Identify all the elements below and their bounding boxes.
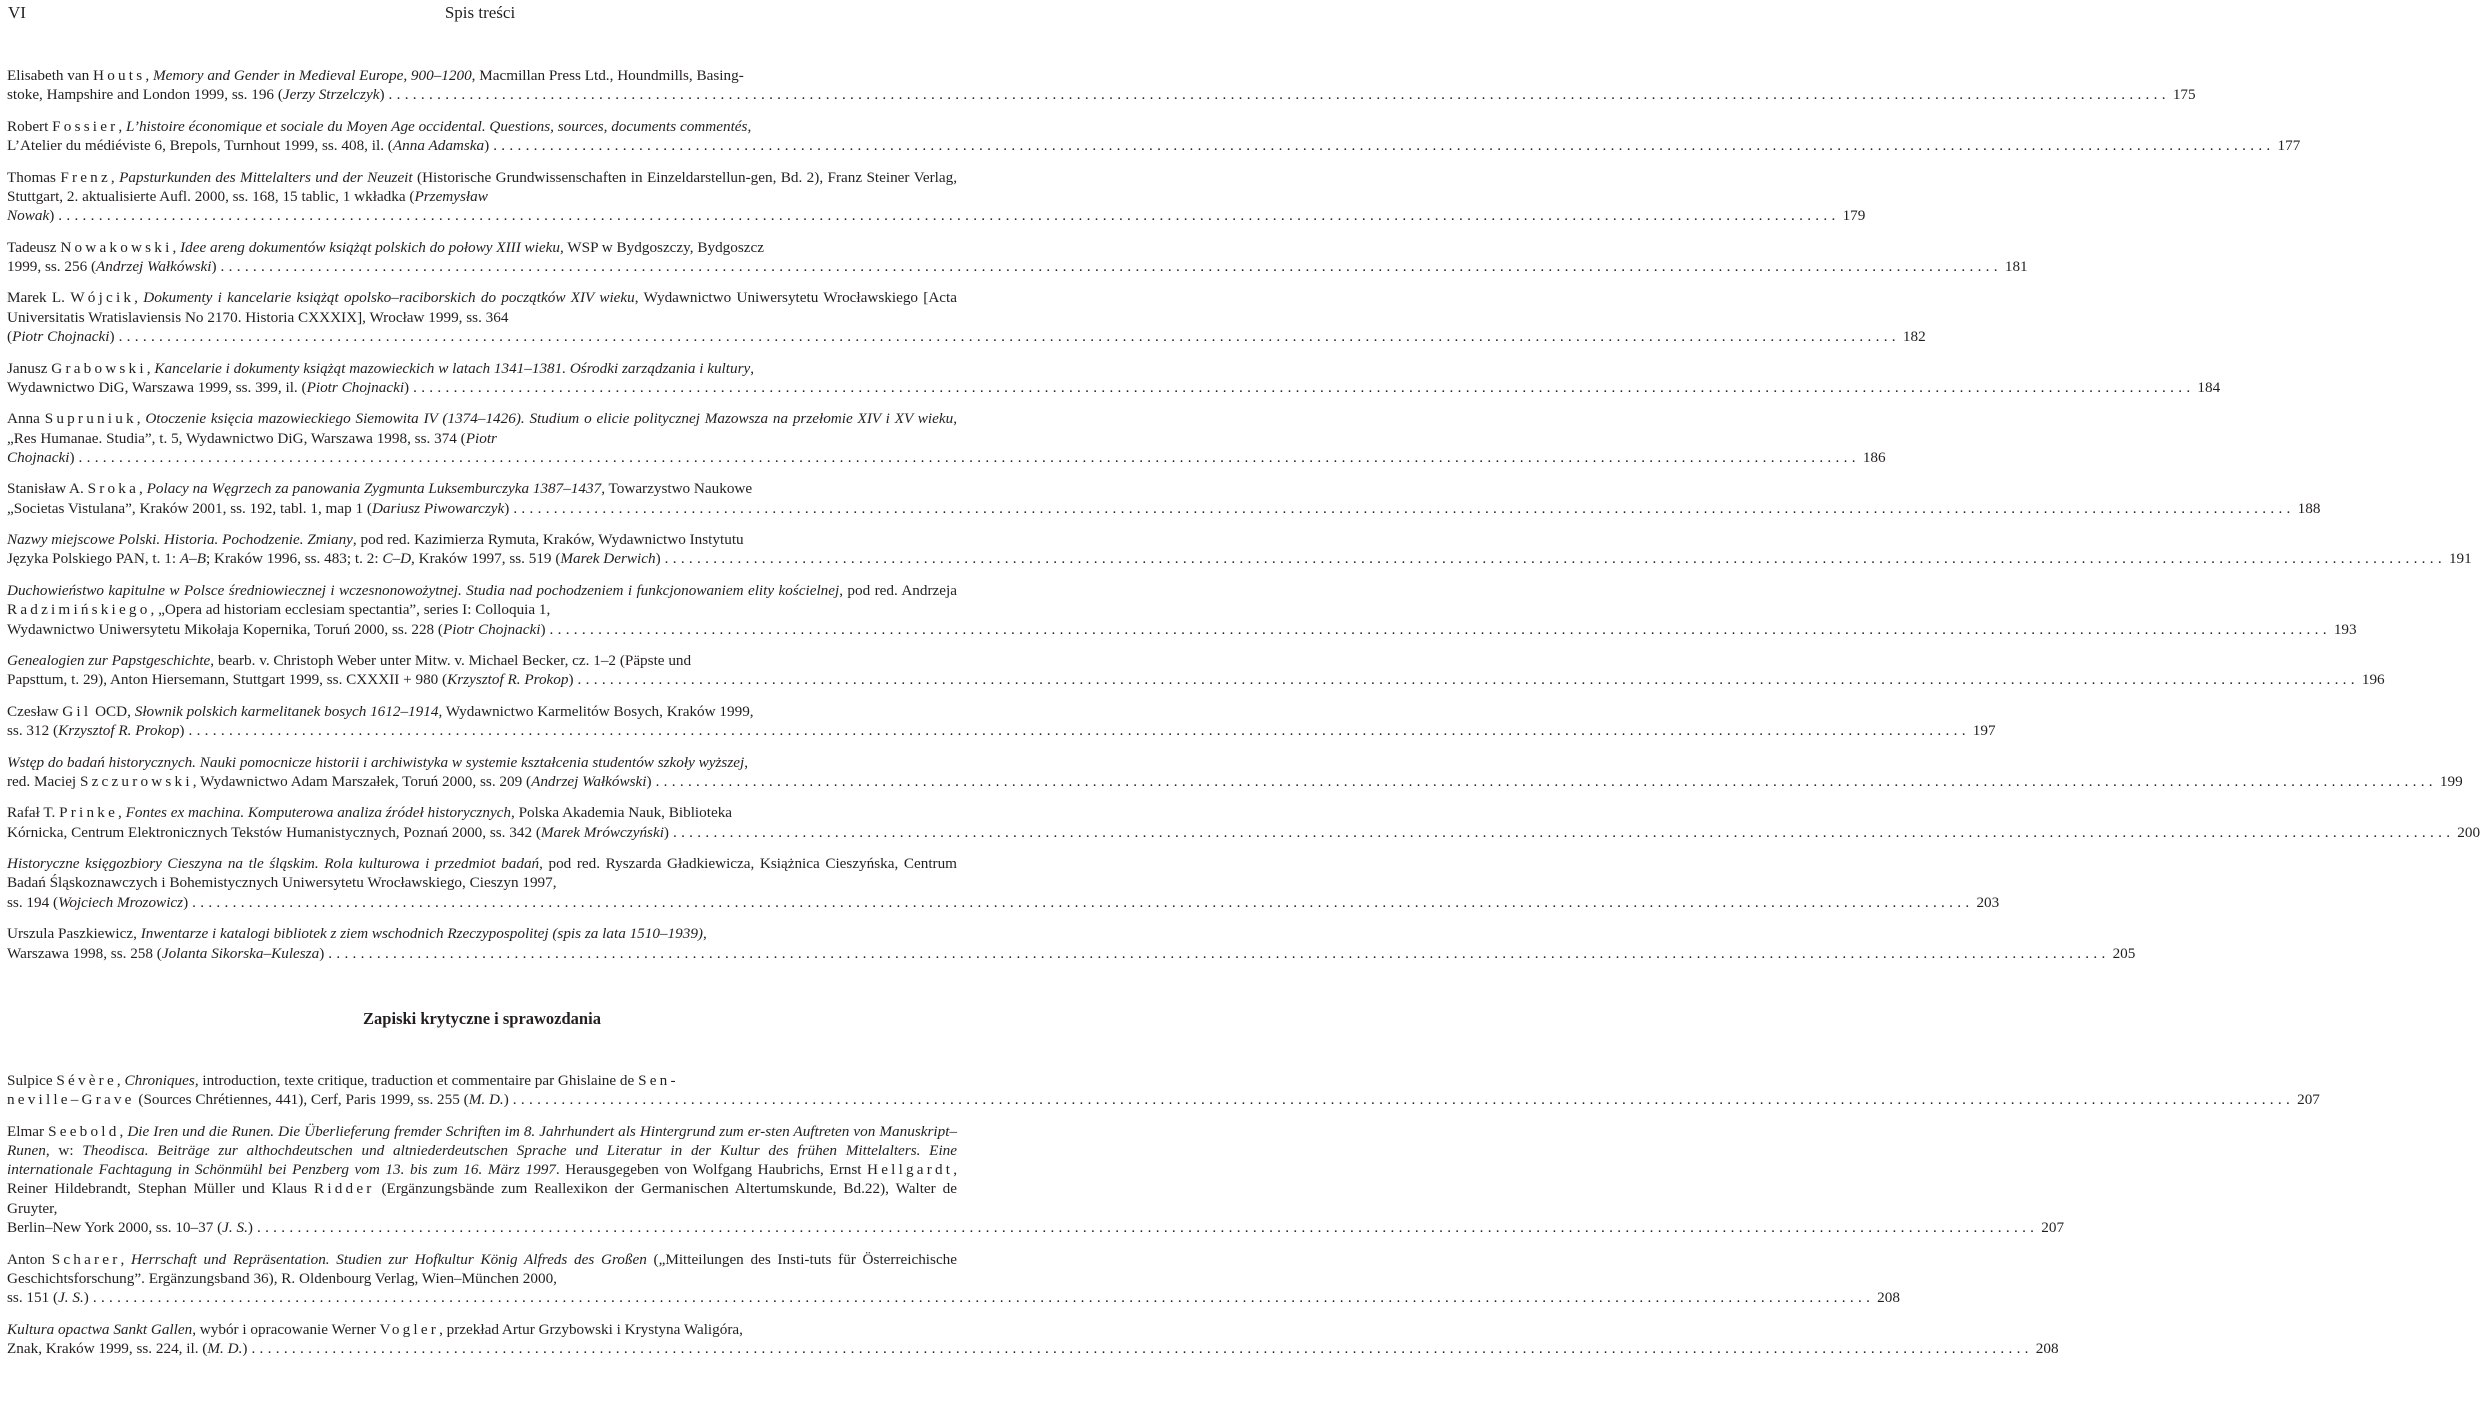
page-number-ref: 207 <box>2297 1091 2320 1109</box>
author-surname: Prinke <box>59 804 119 822</box>
entry-last-text <box>7 257 217 276</box>
title-text: Inwentarze i katalogi bibliotek z ziem wschodnich Rzeczypospolitej (spis za lata 1510–1939) <box>140 925 703 943</box>
entry-last-text <box>7 823 669 842</box>
title-text: Memory and Gender in Medieval Europe, 900–1200 <box>152 67 472 84</box>
entry-text: , Wydawnictwo Karmelitów Bosych, Kraków 1999, <box>438 702 754 720</box>
entry-last-line <box>7 448 1886 467</box>
entry-text: ) <box>242 1339 248 1357</box>
toc-entry <box>7 1320 2059 1359</box>
entry-text: , Kraków 1997, ss. 519 ( <box>411 550 561 568</box>
entry-text: Berlin–New York 2000, ss. 10–37 ( <box>7 1219 223 1237</box>
title-text: M. D. <box>468 1091 504 1109</box>
page-number-ref: 208 <box>2035 1339 2059 1357</box>
entry-body <box>7 651 957 670</box>
toc-entry <box>7 530 2472 569</box>
page-number-ref: 179 <box>1842 207 1866 225</box>
toc-entry <box>7 581 2357 639</box>
toc-entry <box>7 1071 2320 1110</box>
entry-body <box>7 238 957 257</box>
toc-entry <box>7 924 2136 963</box>
dot-leader: ............................................................................................................................................................................................................................ <box>413 378 2195 396</box>
entry-last-text <box>7 721 184 740</box>
title-text: Genealogien zur Papstgeschichte <box>7 652 211 669</box>
title-text: Słownik polskich karmelitanek bosych 1612–1914 <box>134 702 439 720</box>
entry-body <box>7 803 957 822</box>
page-number-ref: 191 <box>2448 550 2472 568</box>
title-text: Piotr <box>465 429 497 447</box>
title-text: Herrschaft und Repräsentation. Studien zur Hofkultur König Alfreds des Großen <box>130 1250 647 1268</box>
entry-text: Thomas <box>7 168 61 186</box>
title-text: Wstęp do badań historycznych. Nauki pomocnicze historii i archiwistyka w systemie kształcenia studentów szkoły wyższej <box>7 753 745 771</box>
title-text: Idee areng dokumentów książąt polskich do połowy XIII wieku <box>180 238 560 256</box>
dot-leader: ............................................................................................................................................................................................................................ <box>328 944 2110 962</box>
author-surname: Wójcik <box>70 289 135 307</box>
entry-last-text <box>7 136 489 155</box>
entry-text: Warszawa 1998, ss. 258 ( <box>7 944 162 962</box>
page-number-ref: 200 <box>2457 823 2480 841</box>
entry-text: Papsttum, t. 29), Anton Hiersemann, Stuttgart 1999, ss. CXXXII + 980 ( <box>7 671 448 689</box>
entry-text: Anna <box>7 410 45 428</box>
title-text: Nowak <box>7 207 50 225</box>
entry-text: , <box>134 289 144 307</box>
entry-text: ) <box>503 1091 509 1109</box>
entry-text: Stanisław A. <box>7 480 88 498</box>
entry-text: , <box>145 67 153 84</box>
entry-text: ) <box>247 1219 253 1237</box>
title-text: Die Iren und die Runen. Die Überlieferung fremder Schriften im 8. Jahrhundert als Hintergrund zum er-sten Auftreten von Manuskript–Runen <box>7 1122 958 1159</box>
entry-text: „Societas Vistulana”, Kraków 2001, ss. 192, tabl. 1, map 1 ( <box>7 499 372 517</box>
dot-leader: ............................................................................................................................................................................................................................ <box>58 207 1840 225</box>
entry-text: , <box>750 359 755 377</box>
entry-last-line <box>7 549 2472 568</box>
entry-text: ) <box>379 86 385 104</box>
entry-text: , pod red. Andrzeja <box>839 581 957 599</box>
entry-text: Tadeusz <box>7 238 61 256</box>
entry-text: Sulpice <box>7 1071 57 1089</box>
title-text: Krzysztof R. Prokop <box>447 671 569 689</box>
entry-text: Wydawnictwo DiG, Warszawa 1999, ss. 399, il. ( <box>7 378 307 396</box>
entry-last-line <box>7 327 1926 346</box>
entry-text: , <box>116 1071 125 1089</box>
entry-text: (Historische Grundwissenschaften in Einzeldarstellun-gen, Bd. 2), Franz Steiner Verlag, Stuttgart, 2. aktualisierte Aufl. 2000, ss. 168, 15 tablic, 1 wkładka ( <box>7 168 958 205</box>
title-text: Wojciech Mrozowicz <box>58 893 184 911</box>
author-surname: Houts <box>93 67 146 84</box>
entry-text: , <box>119 1122 128 1140</box>
title-text: Duchowieństwo kapitulne w Polsce średniowiecznej i wczesnonowożytnej. Studia nad pochodzeniem i funkcjonowaniem elity kościelnej <box>7 581 840 599</box>
title-text: Historyczne księgozbiory Cieszyna na tle śląskim. Rola kulturowa i przedmiot badań <box>7 855 540 873</box>
entry-text: ) <box>663 823 669 841</box>
entry-text: ) <box>179 722 185 740</box>
toc-entry <box>7 238 2028 277</box>
entry-last-text <box>7 378 409 397</box>
toc-entry <box>7 803 2480 842</box>
title-text: Marek Derwich <box>560 550 656 568</box>
entry-body <box>7 66 957 85</box>
title-text: J. S. <box>222 1219 248 1237</box>
entry-text: ) <box>183 893 189 911</box>
entry-last-line <box>7 1288 1900 1307</box>
title-text: Chojnacki <box>7 448 70 466</box>
page-number-ref: 188 <box>2297 499 2321 517</box>
entry-text: Rafał T. <box>7 804 60 822</box>
title-text: Fontes ex machina. Komputerowa analiza źródeł historycznych <box>125 804 512 822</box>
entry-text: ss. 151 ( <box>7 1289 59 1307</box>
toc-entry <box>7 288 1926 346</box>
entry-text: , <box>172 238 181 256</box>
toc-entry <box>7 1122 2065 1238</box>
page-number-ref: 186 <box>1862 448 1886 466</box>
entry-text: , <box>703 925 707 943</box>
title-text: Marek Mrówczyński <box>540 823 664 841</box>
entry-last-text <box>7 620 546 639</box>
entry-text: , Towarzystwo Naukowe <box>601 480 753 498</box>
dot-leader: ............................................................................................................................................................................................................................ <box>78 448 1860 466</box>
entry-text: , bearb. v. Christoph Weber unter Mitw. v. Michael Becker, cz. 1–2 (Päpste und <box>210 652 692 669</box>
dot-leader: ............................................................................................................................................................................................................................ <box>512 1091 2295 1109</box>
title-text: A–B <box>179 550 206 568</box>
dot-leader: ............................................................................................................................................................................................................................ <box>220 257 2002 275</box>
dot-leader: ............................................................................................................................................................................................................................ <box>256 1219 2039 1237</box>
entry-text: , <box>136 410 146 428</box>
author-surname: Ridder <box>314 1180 375 1198</box>
entry-text: , <box>146 359 155 377</box>
toc-entry <box>7 66 2196 105</box>
title-text: Przemysław <box>414 187 488 205</box>
entry-body <box>7 854 957 893</box>
entry-text: Kórnicka, Centrum Elektronicznych Tekstów Humanistycznych, Poznań 2000, ss. 342 ( <box>7 823 541 841</box>
entry-text: ) <box>49 207 55 225</box>
entry-last-text <box>7 327 115 346</box>
page-number-ref: 182 <box>1902 328 1926 346</box>
entry-text: stoke, Hampshire and London 1999, ss. 196 ( <box>7 86 283 104</box>
title-text: C–D <box>382 550 412 568</box>
entry-body <box>7 702 957 721</box>
entry-body <box>7 1320 957 1339</box>
section-title: Zapiski krytyczne i sprawozdania <box>363 1008 601 1028</box>
entry-body <box>7 924 957 943</box>
page-number-ref: 205 <box>2112 944 2136 962</box>
author-surname: Frenz <box>60 168 111 186</box>
author-surname: Gil <box>62 702 92 720</box>
entry-body <box>7 117 957 136</box>
dot-leader: ............................................................................................................................................................................................................................ <box>92 1289 1875 1307</box>
page-number-ref: 208 <box>1877 1289 1900 1307</box>
entry-text: Elmar <box>7 1122 49 1140</box>
entry-text: red. Maciej <box>7 772 80 790</box>
toc-entry <box>7 702 1996 741</box>
entry-text: Języka Polskiego PAN, t. 1: <box>7 550 180 568</box>
toc-entry <box>7 168 1866 226</box>
author-surname: Seebold <box>48 1122 120 1140</box>
author-surname: Supruniuk <box>44 410 137 428</box>
entry-text: ) <box>69 448 75 466</box>
toc-entry <box>7 651 2385 690</box>
page-number-ref: 181 <box>2004 257 2028 275</box>
running-title: Spis treści <box>444 3 516 22</box>
author-surname: Sévère <box>56 1071 117 1089</box>
entry-text: (Ergänzungsbände zum Reallexikon der Germanischen Altertumskunde, Bd.22), Walter de Gruyter, <box>7 1180 957 1217</box>
entry-text: ) <box>109 328 115 346</box>
entry-text: , Macmillan Press Ltd., Houndmills, Basing- <box>471 67 744 84</box>
dot-leader: ............................................................................................................................................................................................................................ <box>388 86 2170 104</box>
entry-text: (Sources Chrétiennes, 441), Cerf, Paris 1999, ss. 255 ( <box>134 1091 469 1109</box>
entry-text: Znak, Kraków 1999, ss. 224, il. ( <box>7 1339 208 1357</box>
author-surname: Sen- <box>638 1071 679 1089</box>
entry-text: , <box>120 1250 131 1268</box>
entry-text: ss. 312 ( <box>7 722 59 740</box>
page-number-ref: 196 <box>2361 671 2385 689</box>
table-of-contents <box>7 66 2480 1370</box>
entry-last-line <box>7 378 2221 397</box>
entry-text: , pod red. Kazimierza Rymuta, Kraków, Wydawnictwo Instytutu <box>352 531 744 549</box>
entry-last-text <box>7 499 509 518</box>
entry-text: Wydawnictwo Uniwersytetu Mikołaja Kopernika, Toruń 2000, ss. 228 ( <box>7 620 443 638</box>
title-text: Kancelarie i dokumenty książąt mazowieckich w latach 1341–1381. Ośrodki zarządzania i kultury <box>154 359 751 377</box>
entry-last-line <box>7 136 2301 155</box>
author-surname: Fossier <box>52 117 119 135</box>
title-text: Otoczenie księcia mazowieckiego Siemowita IV (1374–1426). Studium o elicie politycznej Mazowsza na przełomie XIV i XV wieku <box>145 410 954 428</box>
entry-text: Robert <box>7 117 53 135</box>
dot-leader: ............................................................................................................................................................................................................................ <box>513 499 2295 517</box>
entry-last-line <box>7 721 1996 740</box>
entry-last-text <box>7 893 188 912</box>
page-number-ref: 175 <box>2172 86 2196 104</box>
entry-body <box>7 1250 957 1289</box>
title-text: Polacy na Węgrzech za panowania Zygmunta Luksemburczyka 1387–1437 <box>146 480 602 498</box>
title-text: Kultura opactwa Sankt Gallen <box>7 1320 193 1338</box>
entry-last-text <box>7 85 385 104</box>
title-text: Anna Adamska <box>392 137 485 155</box>
entry-text: , pod red. Ryszarda Gładkiewicza, Książnica Cieszyńska, Centrum Badań Śląskoznawczych i Bohemistycznych Uniwersytetu Wrocławskiego, Cieszyn 1997, <box>7 855 957 892</box>
entry-last-line <box>7 620 2357 639</box>
page-number-ref: 199 <box>2439 772 2463 790</box>
entry-text: ) <box>211 257 217 275</box>
entry-text: , <box>744 753 748 771</box>
entry-text: ) <box>540 620 546 638</box>
entry-text: , Reiner Hildebrandt, Stephan Müller und Klaus <box>7 1161 957 1198</box>
entry-text: ) <box>646 772 652 790</box>
title-text: Jolanta Sikorska–Kulesza <box>161 944 320 962</box>
dot-leader: ............................................................................................................................................................................................................................ <box>188 722 1970 740</box>
title-text: J. S. <box>58 1289 84 1307</box>
entry-body <box>7 530 957 549</box>
entry-text: ) <box>504 499 510 517</box>
entry-text: Anton <box>7 1250 52 1268</box>
entry-text: . Herausgegeben von Wolfgang Haubrichs, Ernst <box>555 1161 868 1179</box>
entry-text: , „Opera ad historiam ecclesiam spectantia”, series I: Colloquia 1, <box>150 601 551 619</box>
entry-body <box>7 753 957 772</box>
title-text: Dokumenty i kancelarie książąt opolsko–raciborskich do początków XIV wieku <box>143 289 635 307</box>
entry-body <box>7 581 957 620</box>
entry-body <box>7 168 957 207</box>
toc-entry <box>7 117 2301 156</box>
entry-text: Elisabeth van <box>7 67 94 84</box>
entry-text: , przekład Artur Grzybowski i Krystyna Waligóra, <box>439 1320 743 1338</box>
entry-body <box>7 359 957 378</box>
title-text: Krzysztof R. Prokop <box>58 722 180 740</box>
author-surname: Scharer <box>51 1250 121 1268</box>
page-number-ref: 203 <box>1976 893 2000 911</box>
entry-text: Urszula Paszkiewicz, <box>7 925 141 943</box>
page-number-ref: 184 <box>2197 378 2221 396</box>
entry-last-line <box>7 257 2028 276</box>
toc-entry <box>7 359 2221 398</box>
title-text: Andrzej Wałkówski <box>96 257 212 275</box>
toc-list-reviews <box>7 66 2480 963</box>
entry-text: , <box>747 117 752 135</box>
entry-text: ss. 194 ( <box>7 893 59 911</box>
entry-text: ) <box>404 378 410 396</box>
entry-last-line <box>7 1090 2320 1109</box>
entry-text: ; Kraków 1996, ss. 483; t. 2: <box>206 550 383 568</box>
title-text: Andrzej Wałkówski <box>531 772 647 790</box>
title-text: M. D. <box>207 1339 243 1357</box>
title-text: Piotr Chojnacki <box>443 620 541 638</box>
toc-entry <box>7 854 2000 912</box>
entry-body <box>7 409 957 448</box>
entry-last-text <box>7 1339 247 1358</box>
entry-text: , Polska Akademia Nauk, Biblioteka <box>511 804 733 822</box>
entry-text: , <box>139 480 147 498</box>
entry-last-text <box>7 1218 253 1237</box>
title-text: Nazwy miejscowe Polski. Historia. Pochodzenie. Zmiany <box>7 531 353 549</box>
dot-leader: ............................................................................................................................................................................................................................ <box>118 328 1900 346</box>
entry-last-text <box>7 448 75 467</box>
page-number-ref: 177 <box>2277 137 2301 155</box>
entry-body <box>7 288 957 327</box>
entry-text: ) <box>568 671 574 689</box>
entry-last-text <box>7 944 324 963</box>
entry-text: Marek L. <box>7 289 71 307</box>
entry-text: 1999, ss. 256 ( <box>7 257 97 275</box>
entry-last-line <box>7 85 2196 104</box>
toc-entry <box>7 479 2321 518</box>
entry-last-text <box>7 206 54 225</box>
dot-leader: ............................................................................................................................................................................................................................ <box>577 671 2359 689</box>
running-header <box>0 0 960 30</box>
entry-text: , w: <box>45 1141 83 1159</box>
entry-text: Janusz <box>7 359 52 377</box>
entry-last-line <box>7 823 2480 842</box>
dot-leader: ............................................................................................................................................................................................................................ <box>672 823 2455 841</box>
entry-text: , <box>110 168 120 186</box>
entry-last-text <box>7 1288 89 1307</box>
entry-text: , „Res Humanae. Studia”, t. 5, Wydawnictwo DiG, Warszawa 1998, ss. 374 ( <box>7 410 958 447</box>
entry-text: ) <box>83 1289 89 1307</box>
toc-entry <box>7 409 1886 467</box>
entry-text: , Wydawnictwo Uniwersytetu Wrocławskiego [Acta Universitatis Wratislaviensis No 2170. Historia CXXXIX], Wrocław 1999, ss. 364 <box>7 289 958 326</box>
entry-text: , <box>118 804 126 822</box>
author-surname: Vogler <box>379 1320 440 1338</box>
entry-last-line <box>7 944 2136 963</box>
dot-leader: ............................................................................................................................................................................................................................ <box>251 1339 2033 1357</box>
dot-leader: ............................................................................................................................................................................................................................ <box>549 620 2331 638</box>
title-text: Piotr Chojnacki <box>306 378 405 396</box>
title-text: Piotr Chojnacki <box>12 328 110 346</box>
entry-text: („Mitteilungen des Insti-tuts für Österreichische Geschichtsforschung”. Ergänzungsband 36), R. Oldenbourg Verlag, Wien–München 2000, <box>7 1250 958 1287</box>
entry-text: , wybór i opracowanie Werner <box>192 1320 380 1338</box>
author-surname: Hellgardt <box>867 1161 954 1179</box>
entry-body <box>7 1071 957 1090</box>
title-text: Theodisca. Beiträge zur althochdeutschen und altniederdeutschen Sprache und Literatur in der Kultur des frühen Mittelalters. Eine internationale Fachtagung in Schönmühl bei Penzberg vom 13. bis zum 16. März 1997 <box>7 1141 957 1179</box>
title-text: Dariusz Piwowarczyk <box>371 499 505 517</box>
author-surname: Radzimińskiego <box>7 601 151 619</box>
entry-last-text <box>7 549 661 568</box>
toc-entry <box>7 753 2463 792</box>
entry-text: , WSP w Bydgoszczy, Bydgoszcz <box>559 238 765 256</box>
entry-last-line <box>7 206 1866 225</box>
title-text: Chroniques <box>124 1071 195 1089</box>
entry-last-line <box>7 1339 2059 1358</box>
entry-last-text <box>7 772 652 791</box>
entry-body <box>7 479 957 498</box>
title-text: Jerzy Strzelczyk <box>282 86 380 104</box>
entry-last-line <box>7 772 2463 791</box>
entry-text: ) <box>319 944 325 962</box>
page-number-ref: 207 <box>2041 1219 2065 1237</box>
entry-text: OCD, <box>91 702 135 720</box>
entry-last-line <box>7 499 2321 518</box>
author-surname: neville–Grave <box>7 1091 135 1109</box>
entry-text: , introduction, texte critique, traduction et commentaire par Ghislaine de <box>194 1071 639 1089</box>
author-surname: Nowakowski <box>60 238 173 256</box>
title-text: L’histoire économique et sociale du Moyen Age occidental. Questions, sources, documents commentés <box>126 117 748 135</box>
entry-last-text <box>7 670 574 689</box>
entry-last-line <box>7 670 2385 689</box>
entry-text: Czesław <box>7 702 63 720</box>
author-surname: Szczurowski <box>79 772 193 790</box>
entry-body <box>7 1122 957 1218</box>
page-number: VI <box>8 3 26 22</box>
author-surname: Grabowski <box>51 359 147 377</box>
page-number-ref: 197 <box>1972 722 1996 740</box>
page-number-ref: 193 <box>2333 620 2357 638</box>
dot-leader: ............................................................................................................................................................................................................................ <box>664 550 2446 568</box>
entry-text: ) <box>484 137 490 155</box>
dot-leader: ............................................................................................................................................................................................................................ <box>493 137 2275 155</box>
dot-leader: ............................................................................................................................................................................................................................ <box>655 772 2437 790</box>
entry-text: L’Atelier du médiéviste 6, Brepols, Turnhout 1999, ss. 408, il. ( <box>7 137 393 155</box>
entry-text: , Wydawnictwo Adam Marszałek, Toruń 2000, ss. 209 ( <box>192 772 532 790</box>
entry-last-line <box>7 893 2000 912</box>
entry-text: , <box>118 117 127 135</box>
toc-entry <box>7 1250 1900 1308</box>
dot-leader: ............................................................................................................................................................................................................................ <box>192 893 1974 911</box>
entry-text: ) <box>655 550 661 568</box>
title-text: Papsturkunden des Mittelalters und der Neuzeit <box>119 168 413 186</box>
toc-list-notes <box>7 1071 2320 1358</box>
author-surname: Sroka <box>87 480 140 498</box>
entry-text: ( <box>7 328 13 346</box>
entry-last-line <box>7 1218 2065 1237</box>
entry-last-text <box>7 1090 509 1109</box>
